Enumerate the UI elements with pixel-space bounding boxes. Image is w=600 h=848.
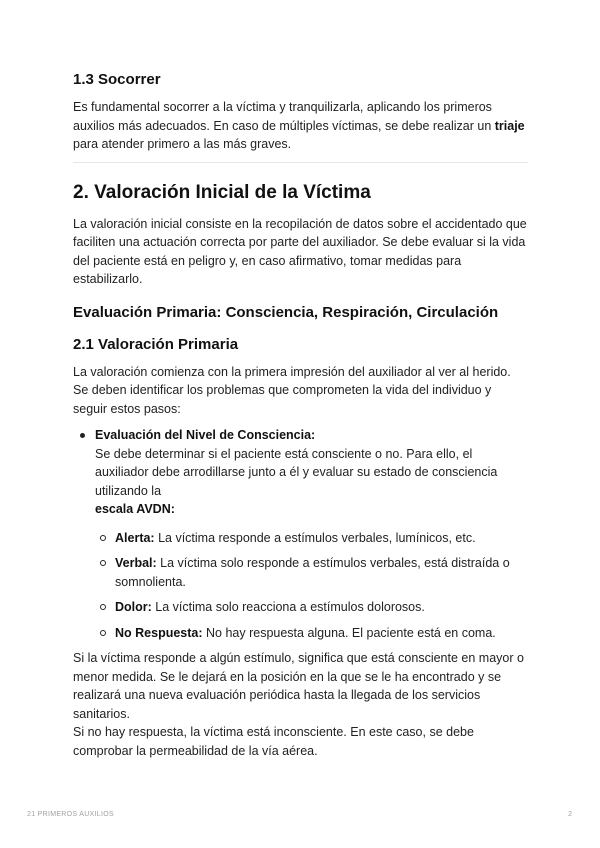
avdn-desc: La víctima responde a estímulos verbales, lumínicos, etc. <box>154 530 476 545</box>
avdn-term: No Respuesta: <box>115 625 203 640</box>
avdn-term: Alerta: <box>115 530 155 545</box>
socorrer-text-2: para atender primero a las más graves. <box>73 137 292 151</box>
primary-evaluation-heading: Evaluación Primaria: Consciencia, Respiración, Circulación <box>73 303 499 321</box>
section-divider <box>73 162 528 163</box>
valoracion-intro: La valoración inicial consiste en la recopilación de datos sobre el accidentado que faciliten una actuación correcta por parte del auxiliador. Se debe evaluar si la vida del paciente está en peligro y, en caso afirmativo, tomar medidas para estabilizarlo. <box>73 216 527 286</box>
footer-doc-title: 21 PRIMEROS AUXILIOS <box>27 811 114 818</box>
socorrer-text-1: Es fundamental socorrer a la víctima y tranquilizarla, aplicando los primeros auxilios más adecuados. En caso de múltiples víctimas, se debe realizar un <box>73 100 495 133</box>
bullet-icon <box>80 433 85 438</box>
avdn-item-dolor <box>95 598 528 617</box>
circle-bullet-icon <box>100 604 106 610</box>
avdn-term: Dolor: <box>115 600 152 614</box>
socorrer-paragraph <box>73 98 528 154</box>
no-respuesta-paragraph: Si no hay respuesta, la víctima está inconsciente. En este caso, se debe comprobar la permeabilidad de la vía aérea. <box>73 725 474 758</box>
avdn-scale-label: escala AVDN: <box>95 502 175 516</box>
section-title-1-3: 1.3 Socorrer <box>73 71 161 88</box>
avdn-list <box>95 529 528 643</box>
avdn-item-alerta <box>95 529 528 548</box>
section-title-2: 2. Valoración Inicial de la Víctima <box>73 181 371 203</box>
list-item <box>73 426 528 642</box>
triaje-term: triaje <box>494 118 525 133</box>
section-title-2-1: 2.1 Valoración Primaria <box>73 335 239 353</box>
bullet-text: Se debe determinar si el paciente está consciente o no. Para ello, el auxiliador debe arrodillarse junto a él y evaluar su estado de consciencia utilizando la <box>95 446 498 498</box>
avdn-desc: La víctima solo responde a estímulos verbales, está distraída o somnolienta. <box>115 556 510 589</box>
steps-list <box>73 426 528 642</box>
circle-bullet-icon <box>100 630 106 636</box>
footer-page-number: 2 <box>568 811 572 818</box>
responde-paragraph: Si la víctima responde a algún estímulo, significa que está consciente en mayor o menor medida. Se le dejará en la posición en la que se le ha encontrado y se realizará una nueva evaluación periódica hasta la llegada de los servicios sanitarios. <box>73 651 524 721</box>
bullet-title: Evaluación del Nivel de Consciencia: <box>95 428 316 442</box>
avdn-desc: La víctima solo reacciona a estímulos dolorosos. <box>151 600 425 614</box>
valoracion-primaria-intro: La valoración comienza con la primera impresión del auxiliador al ver al herido. Se deben identificar los problemas que comprometen la vida del individuo y seguir estos pasos: <box>73 364 511 416</box>
circle-bullet-icon <box>100 560 106 566</box>
page-content <box>73 70 528 760</box>
avdn-item-verbal <box>95 554 528 591</box>
circle-bullet-icon <box>100 535 106 541</box>
avdn-desc: No hay respuesta alguna. El paciente está en coma. <box>202 625 496 640</box>
avdn-term: Verbal: <box>115 556 157 570</box>
avdn-item-no-respuesta <box>95 624 528 643</box>
